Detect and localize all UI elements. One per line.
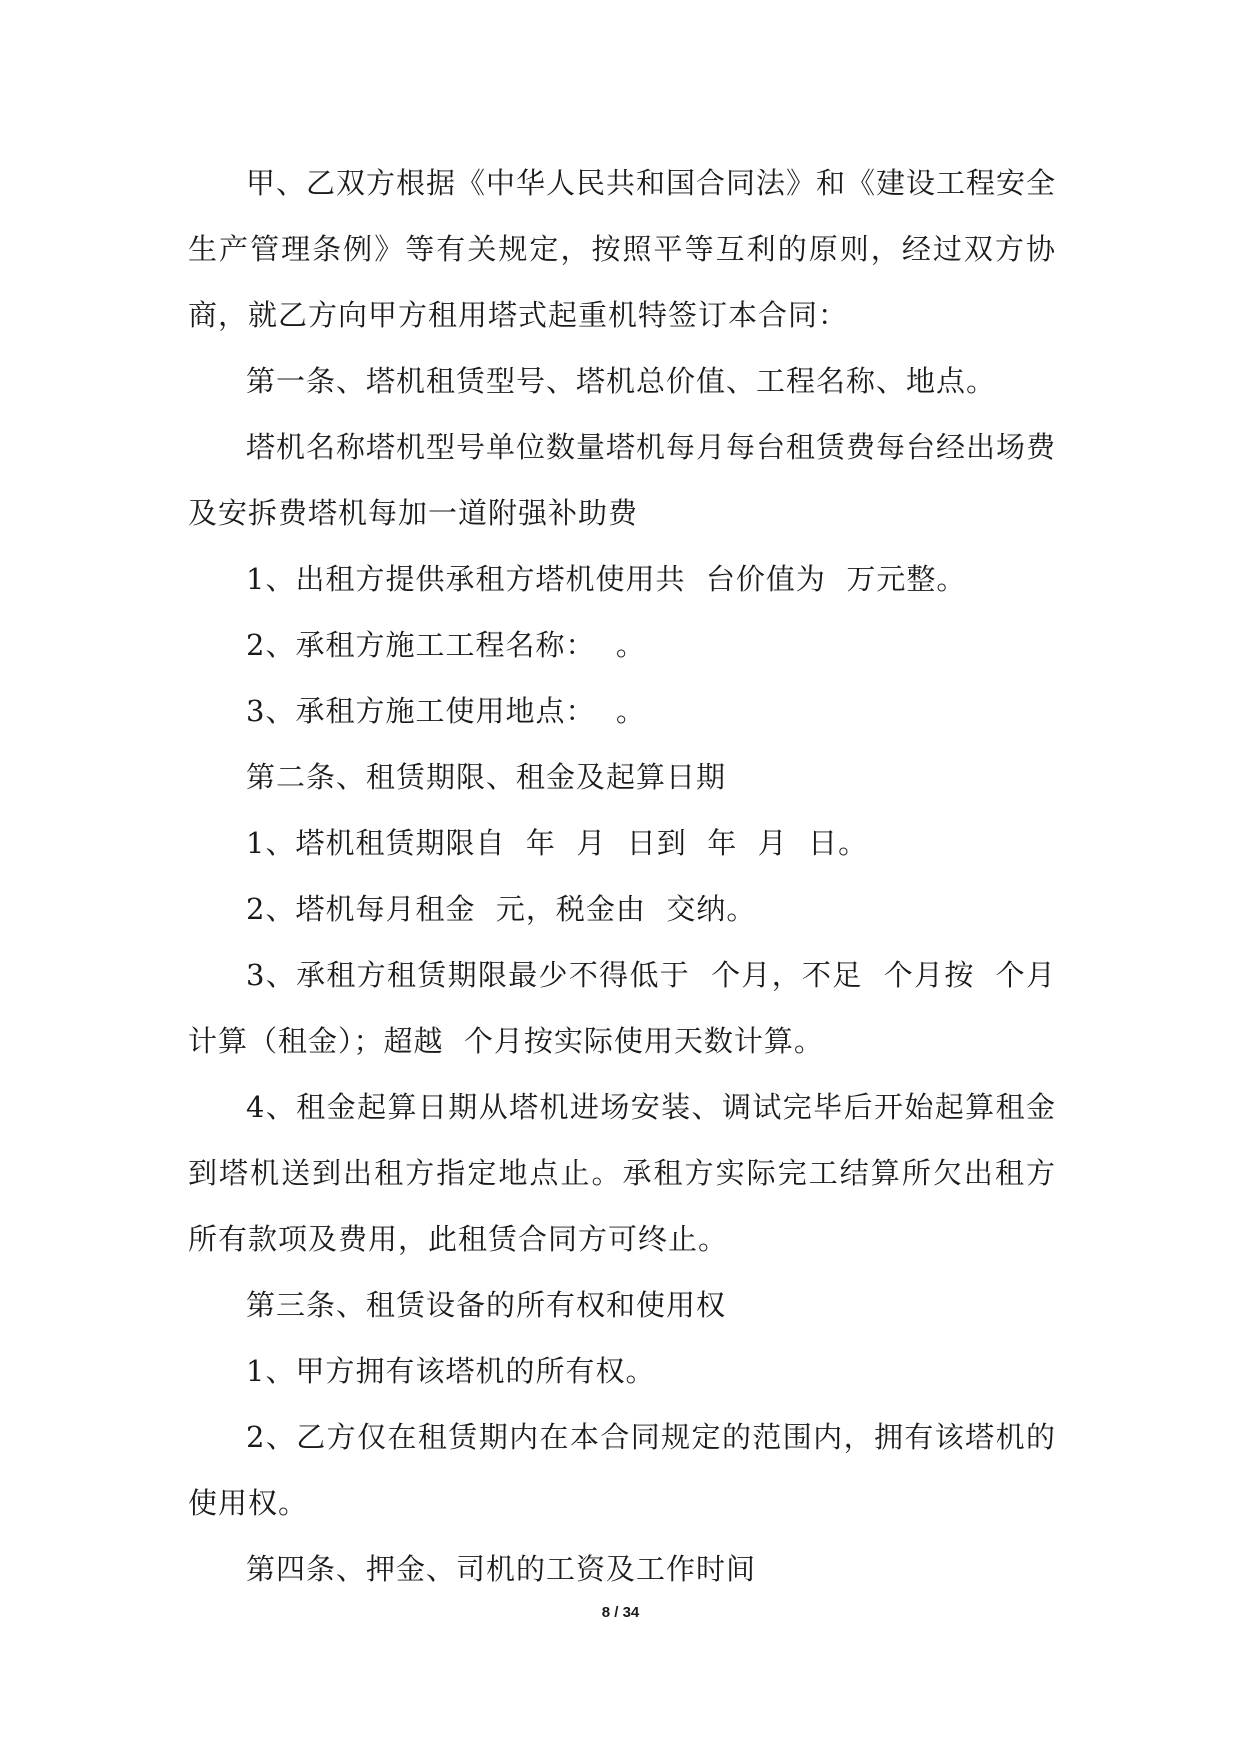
document-body [188, 150, 1056, 1602]
article-3-item-1: 1、甲方拥有该塔机的所有权。 [246, 1354, 656, 1388]
paragraph-table-header: 塔机名称塔机型号单位数量塔机每月每台租赁费每台经出场费及安拆费塔机每加一道附强补助费 [188, 430, 1057, 530]
article-2-heading: 第二条、租赁期限、租金及起算日期 [246, 760, 727, 794]
article-2-item-3: 3、承租方租赁期限最少不得低于 个月，不足 个月按 个月计算（租金）；超越 个月按实际使用天数计算。 [188, 958, 1056, 1058]
article-2-item-1: 1、塔机租赁期限自 年 月 日到 年 月 日。 [246, 826, 869, 860]
paragraph-intro: 甲、乙双方根据《中华人民共和国合同法》和《建设工程安全生产管理条例》等有关规定，按照平等互利的原则，经过双方协商，就乙方向甲方租用塔式起重机特签订本合同： [188, 166, 1057, 332]
article-3-item-2: 2、乙方仅在租赁期内在本合同规定的范围内，拥有该塔机的使用权。 [188, 1420, 1056, 1520]
article-2-item-2: 2、塔机每月租金 元，税金由 交纳。 [246, 892, 757, 926]
article-1-heading: 第一条、塔机租赁型号、塔机总价值、工程名称、地点。 [246, 364, 997, 398]
article-1-item-3: 3、承租方施工使用地点： 。 [246, 694, 646, 728]
article-2-item-4: 4、租金起算日期从塔机进场安装、调试完毕后开始起算租金到塔机送到出租方指定地点止。承租方实际完工结算所欠出租方所有款项及费用，此租赁合同方可终止。 [188, 1090, 1056, 1256]
article-3-heading: 第三条、租赁设备的所有权和使用权 [246, 1288, 727, 1322]
page-number: 8 / 34 [601, 1604, 640, 1621]
article-1-item-2: 2、承租方施工工程名称： 。 [246, 628, 646, 662]
article-4-heading: 第四条、押金、司机的工资及工作时间 [246, 1552, 757, 1586]
article-1-item-1: 1、出租方提供承租方塔机使用共 台价值为 万元整。 [246, 562, 967, 596]
